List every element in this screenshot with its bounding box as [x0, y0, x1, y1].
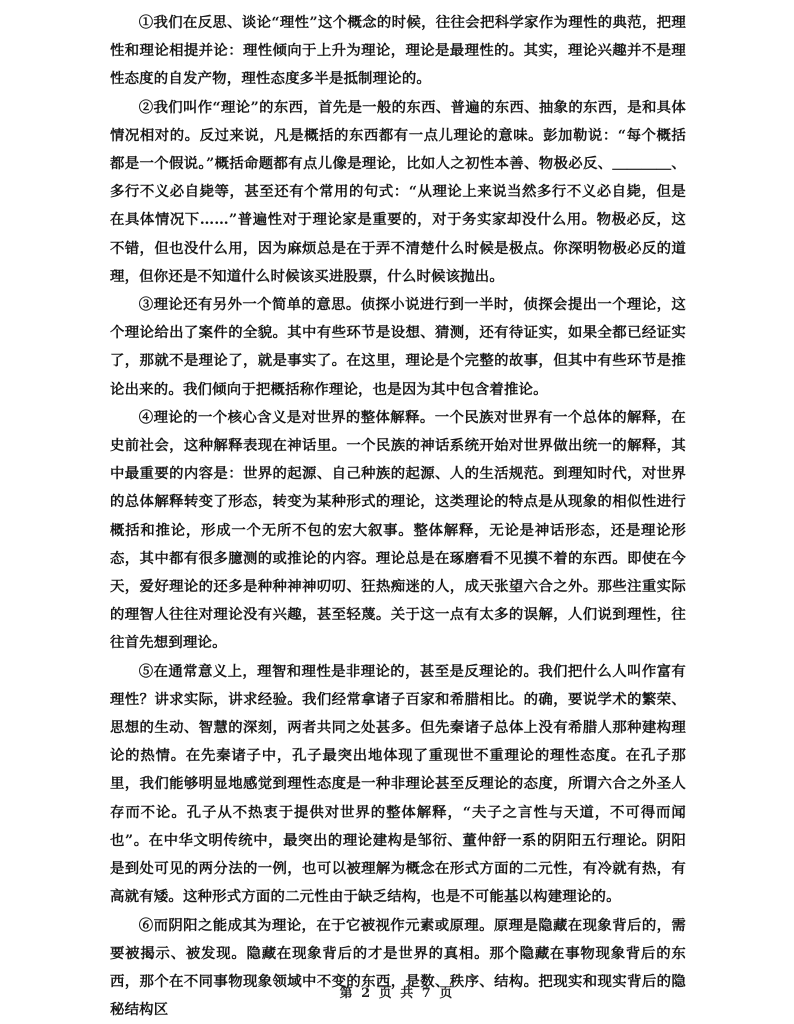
paragraph-4: ④理论的一个核心含义是对世界的整体解释。一个民族对世界有一个总体的解释，在史前社会，这种解释表现在神话里。一个民族的神话系统开始对世界做出统一的解释，其中最重要的内容是：世界的起源、自己种族的起源、人的生活规范。到理知时代，对世界的总体解释转变了形态，转变为某种形式的理论，这类理论的特点是从现象的相似性进行概括和推论，形成一个无所不包的宏大叙事。整体解释，无论是神话形态，还是理论形态，其中都有很多臆测的或推论的内容。理论总是在琢磨看不见摸不着的东西。即使在今天，爱好理论的还多是种种神神叨叨、狂热痴迷的人，成天张望六合之外。那些注重实际的理智人往往对理论没有兴趣，甚至轻蔑。关于这一点有太多的误解，人们说到理性，往往首先想到理论。	[110, 404, 686, 658]
paragraph-3: ③理论还有另外一个简单的意思。侦探小说进行到一半时，侦探会提出一个理论，这个理论给出了案件的全貌。其中有些环节是设想、猜测，还有待证实，如果全都已经证实了，那就不是理论了，就是事实了。在这里，理论是个完整的故事，但其中有些环节是推论出来的。我们倾向于把概括称作理论，也是因为其中包含着推论。	[110, 291, 686, 404]
paragraph-6: ⑥而阴阳之能成其为理论，在于它被视作元素或原理。原理是隐藏在现象背后的，需要被揭示、被发现。隐藏在现象背后的才是世界的真相。那个隐藏在事物现象背后的东西，那个在不同事物现象领域中不变的东西，是数、秩序、结构。把现实和现实背后的隐秘结构区	[110, 912, 686, 1024]
page-number-footer: 第 2 页 共 7 页	[0, 982, 794, 1001]
paragraph-2: ②我们叫作“理论”的东西，首先是一般的东西、普遍的东西、抽象的东西，是和具体情况相对的。反过来说，凡是概括的东西都有一点儿理论的意味。彭加勒说：“每个概括都是一个假说。”概括命题都有点儿像是理论，比如人之初性本善、物极必反、＿＿＿＿、多行不义必自毙等，甚至还有个常用的句式：“从理论上来说当然多行不义必自毙，但是在具体情况下……”普遍性对于理论家是重要的，对于务实家却没什么用。物极必反，这不错，但也没什么用，因为麻烦总是在于弄不清楚什么时候是极点。你深明物极必反的道理，但你还是不知道什么时候该买进股票，什么时候该抛出。	[110, 94, 686, 291]
paragraph-1: ①我们在反思、谈论“理性”这个概念的时候，往往会把科学家作为理性的典范，把理性和理论相提并论：理性倾向于上升为理论，理论是最理性的。其实，理论兴趣并不是理性态度的自发产物，理性态度多半是抵制理论的。	[110, 9, 686, 94]
paragraph-5: ⑤在通常意义上，理智和理性是非理论的，甚至是反理论的。我们把什么人叫作富有理性？讲求实际，讲求经验。我们经常拿诸子百家和希腊相比。的确，要说学术的繁荣、思想的生动、智慧的深刻，两者共同之处甚多。但先秦诸子总体上没有希腊人那种建构理论的热情。在先秦诸子中，孔子最突出地体现了重现世不重理论的理性态度。在孔子那里，我们能够明显地感觉到理性态度是一种非理论甚至反理论的态度，所谓六合之外圣人存而不论。孔子从不热衷于提供对世界的整体解释，“夫子之言性与天道，不可得而闻也”。在中华文明传统中，最突出的理论建构是邹衍、董仲舒一系的阴阳五行理论。阴阳是到处可见的两分法的一例，也可以被理解为概念在形式方面的二元性，有冷就有热，有高就有矮。这种形式方面的二元性由于缺乏结构，也是不可能基以构建理论的。	[110, 658, 686, 912]
article-body	[110, 9, 686, 1024]
